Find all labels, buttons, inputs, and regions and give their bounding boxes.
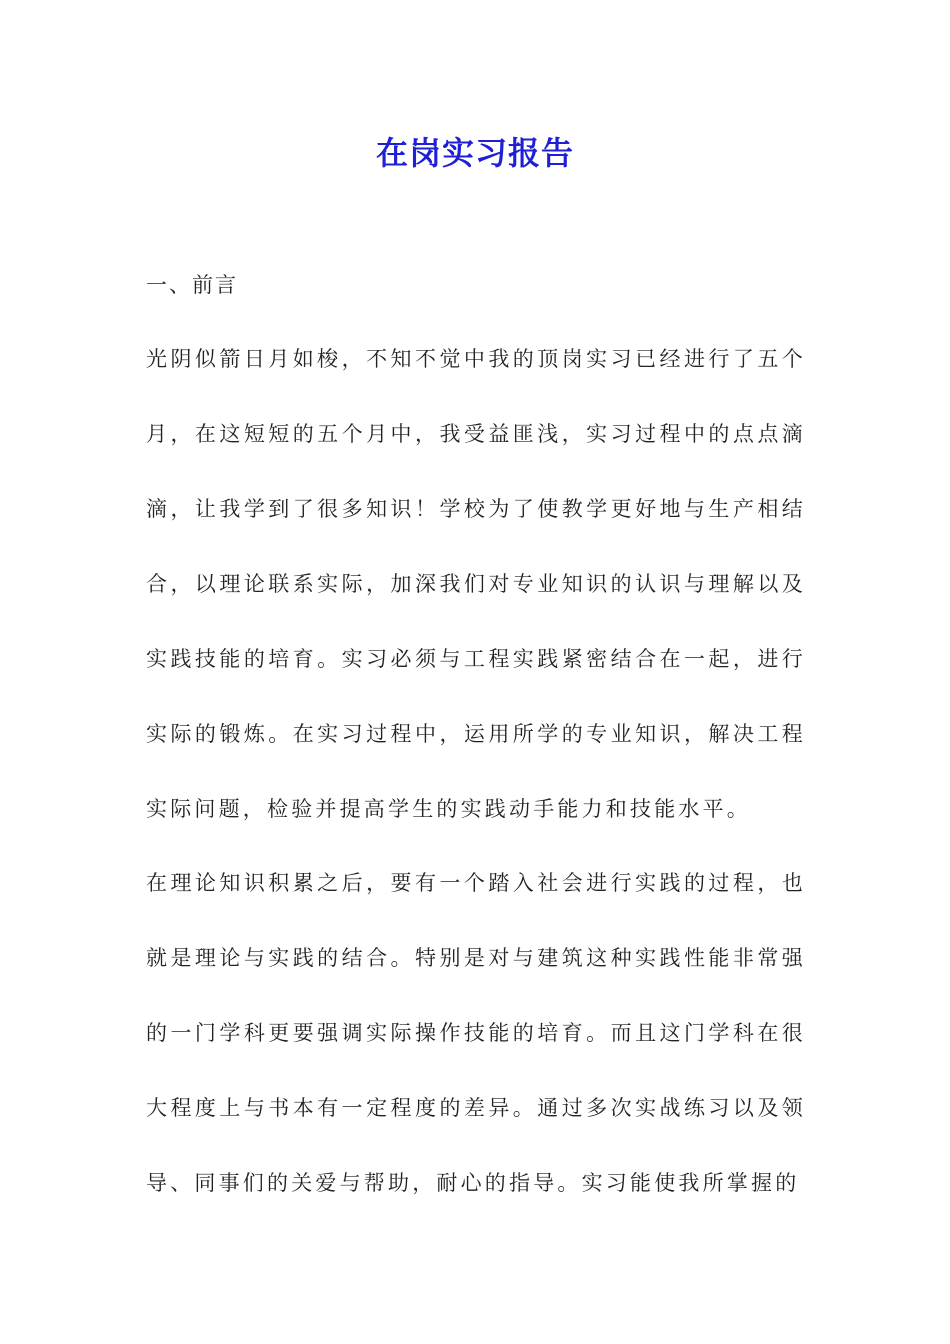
paragraph-1: 光阴似箭日月如梭，不知不觉中我的顶岗实习已经进行了五个月，在这短短的五个月中，我受益匪浅，实习过程中的点点滴滴，让我学到了很多知识！学校为了使教学更好地与生产相结合，以理论联系实际，加深我们对专业知识的认识与理解以及实践技能的培育。实习必须与工程实践紧密结合在一起，进行实际的锻炼。在实习过程中，运用所学的专业知识，解决工程实际问题，检验并提高学生的实践动手能力和技能水平。: [146, 347, 806, 821]
section-heading: 一、前言: [146, 273, 238, 297]
document-title: 在岗实习报告: [375, 134, 574, 172]
paragraph-2: 在理论知识积累之后，要有一个踏入社会进行实践的过程，也就是理论与实践的结合。特别是对与建筑这种实践性能非常强的一门学科更要强调实际操作技能的培育。而且这门学科在很大程度上与书本有一定程度的差异。通过多次实战练习以及领导、同事们的关爱与帮助，耐心的指导。实习能使我所掌握的: [146, 871, 806, 1195]
